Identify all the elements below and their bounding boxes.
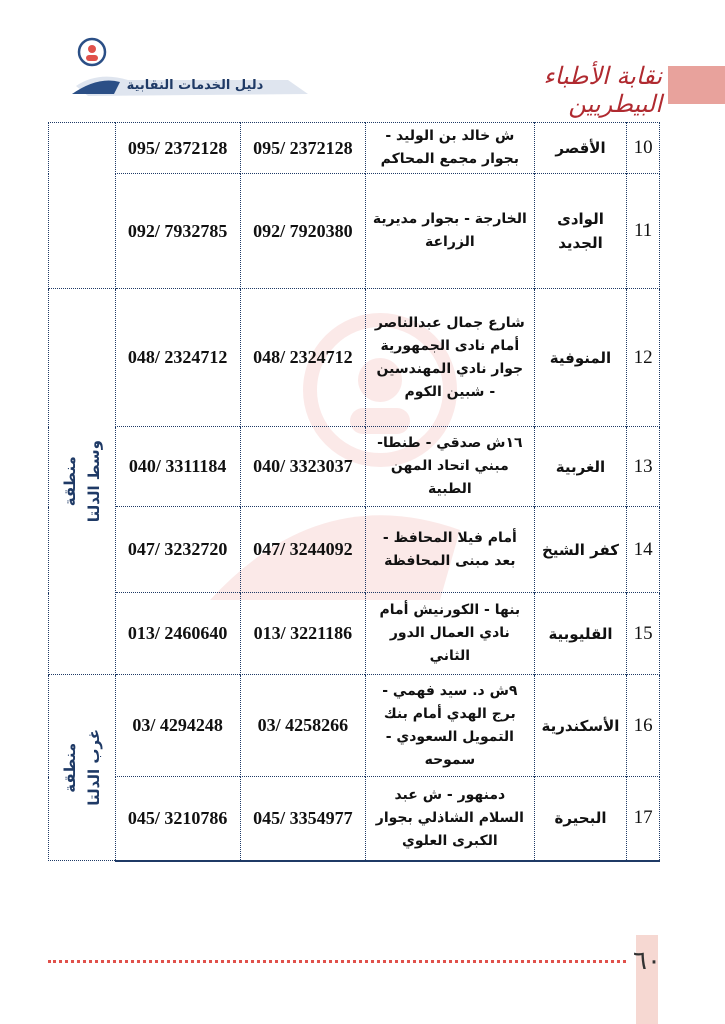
phone-2: 03/ 4294248 — [115, 675, 240, 777]
region-empty — [49, 123, 116, 289]
phone-2: 095/ 2372128 — [115, 123, 240, 174]
row-number: 10 — [627, 123, 660, 174]
table-row — [49, 777, 660, 861]
page-number: ٦٠ — [633, 946, 661, 976]
user-head-icon — [88, 45, 96, 53]
row-number: 16 — [627, 675, 660, 777]
region-delta-center — [49, 289, 116, 675]
address: دمنهور - ش عبد السلام الشاذلي بجوار الكبرى العلوي — [366, 777, 535, 861]
phone-2: 047/ 3232720 — [115, 507, 240, 593]
table-row — [49, 123, 660, 174]
phone-1: 013/ 3221186 — [240, 593, 365, 675]
row-number: 17 — [627, 777, 660, 861]
table-row — [49, 427, 660, 507]
phone-2: 013/ 2460640 — [115, 593, 240, 675]
row-number: 15 — [627, 593, 660, 675]
governorate: الأسكندرية — [534, 675, 627, 777]
phone-2: 092/ 7932785 — [115, 174, 240, 289]
address: ش خالد بن الوليد - بجوار مجمع المحاكم — [366, 123, 535, 174]
address: الخارجة - بجوار مديرية الزراعة — [366, 174, 535, 289]
phone-1: 092/ 7920380 — [240, 174, 365, 289]
region-label: منطقة وسط الدلتا — [60, 440, 103, 523]
governorate: الوادى الجديد — [534, 174, 627, 289]
brand-name: نقابة الأطباء البيطريين — [543, 62, 662, 118]
phone-1: 048/ 2324712 — [240, 289, 365, 427]
row-number: 13 — [627, 427, 660, 507]
phone-1: 095/ 2372128 — [240, 123, 365, 174]
phone-2: 040/ 3311184 — [115, 427, 240, 507]
phone-1: 03/ 4258266 — [240, 675, 365, 777]
governorate: المنوفية — [534, 289, 627, 427]
governorate: الغربية — [534, 427, 627, 507]
guide-title: دليل الخدمات النقابية — [126, 78, 264, 93]
address: ١٦ش صدقي - طنطا- مبني اتحاد المهن الطبية — [366, 427, 535, 507]
address: ٩ش د. سيد فهمي - برج الهدي أمام بنك التمويل السعودي - سموحه — [366, 675, 535, 777]
branches-table — [48, 122, 660, 862]
dotted-divider — [48, 960, 626, 963]
row-number: 12 — [627, 289, 660, 427]
table-row — [49, 593, 660, 675]
address: بنها - الكورنيش أمام نادي العمال الدور الثاني — [366, 593, 535, 675]
governorate: كفر الشيخ — [534, 507, 627, 593]
header-accent-band — [668, 66, 725, 104]
phone-1: 045/ 3354977 — [240, 777, 365, 861]
governorate: الأقصر — [534, 123, 627, 174]
governorate: البحيرة — [534, 777, 627, 861]
table-row — [49, 675, 660, 777]
phone-2: 045/ 3210786 — [115, 777, 240, 861]
table-row — [49, 289, 660, 427]
table-row — [49, 174, 660, 289]
region-label: منطقة غرب الدلتا — [60, 729, 103, 806]
row-number: 14 — [627, 507, 660, 593]
phone-1: 047/ 3244092 — [240, 507, 365, 593]
syndicate-logo-text — [522, 62, 662, 118]
region-delta-west — [49, 675, 116, 861]
row-number: 11 — [627, 174, 660, 289]
table-row — [49, 507, 660, 593]
address: شارع جمال عبدالناصر أمام نادى الجمهورية جوار نادي المهندسين - شبين الكوم — [366, 289, 535, 427]
phone-2: 048/ 2324712 — [115, 289, 240, 427]
address: أمام فيلا المحافظ - بعد مبنى المحافظة — [366, 507, 535, 593]
phone-1: 040/ 3323037 — [240, 427, 365, 507]
governorate: القليوبية — [534, 593, 627, 675]
user-body-icon — [86, 55, 98, 61]
